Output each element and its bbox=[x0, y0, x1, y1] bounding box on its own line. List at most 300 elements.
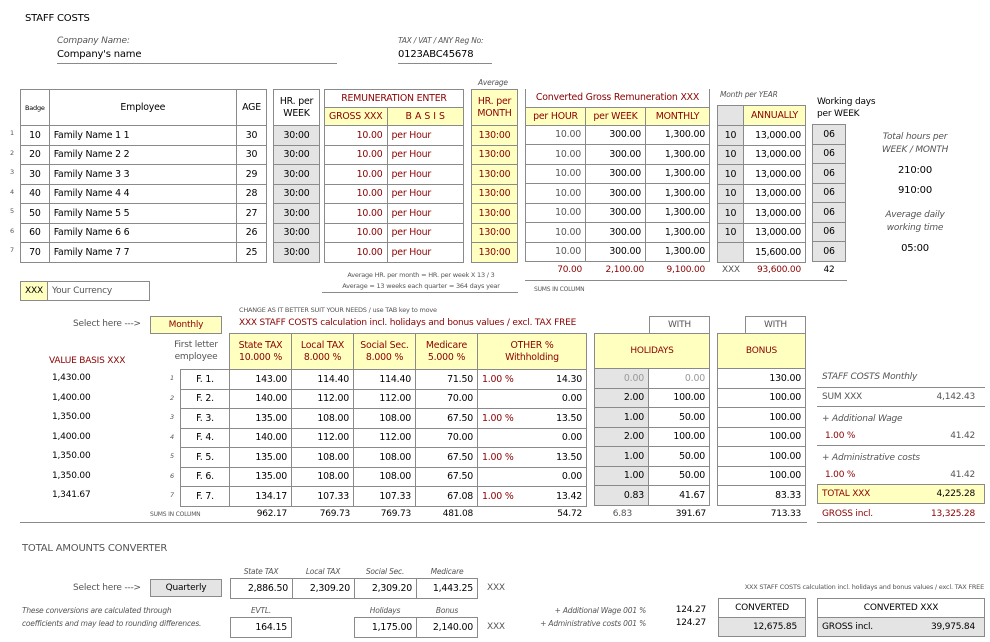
basis-cell[interactable]: per Hour bbox=[387, 126, 463, 146]
row-index: 6 bbox=[170, 471, 174, 480]
sum-state: 962.17 bbox=[256, 509, 287, 519]
conv-bonus-header: Bonus bbox=[435, 606, 459, 615]
annually-cell: 13,000.00 bbox=[744, 145, 806, 165]
hr-week-header: HR. per WEEK bbox=[274, 90, 320, 126]
first-letter-cell[interactable]: F. 3. bbox=[181, 409, 230, 429]
basis-cell[interactable]: per Hour bbox=[387, 184, 463, 204]
per-hour-cell: 10.00 bbox=[526, 125, 586, 145]
other-value-cell: 0.00 bbox=[526, 428, 587, 448]
hr-month-cell: 130:00 bbox=[472, 184, 518, 204]
gross-cell[interactable]: 10.00 bbox=[325, 126, 388, 146]
months-cell[interactable]: 10 bbox=[718, 126, 744, 146]
conv-note-2: coefficients and may lead to rounding differences. bbox=[22, 619, 202, 628]
per-week-cell: 300.00 bbox=[586, 242, 646, 262]
per-hour-cell: 10.00 bbox=[526, 223, 586, 243]
age-cell[interactable]: 30 bbox=[237, 145, 267, 165]
medicare-cell: 67.08 bbox=[416, 487, 478, 507]
age-cell[interactable]: 25 bbox=[237, 243, 267, 263]
rem-enter-header: REMUNERATION ENTER bbox=[325, 90, 464, 108]
total-label: TOTAL XXX bbox=[822, 489, 871, 499]
per-week-cell: 300.00 bbox=[586, 223, 646, 243]
row-index: 1 bbox=[10, 129, 14, 137]
row-index: 3 bbox=[170, 413, 174, 421]
holiday-days-cell[interactable]: 1.00 bbox=[595, 408, 649, 428]
select-label-monthly: Select here ---> bbox=[73, 319, 141, 329]
gross-cell[interactable]: 10.00 bbox=[325, 184, 388, 204]
basis-cell[interactable]: per Hour bbox=[387, 243, 463, 263]
avg-daily-label: Average daily working time bbox=[885, 210, 945, 233]
badge-cell[interactable]: 30 bbox=[21, 165, 50, 185]
add-wage-label: + Additional Wage bbox=[822, 414, 903, 424]
months-cell[interactable]: 10 bbox=[718, 165, 744, 185]
social-header: Social Sec. 8.000 % bbox=[354, 334, 416, 370]
sum-per-week: 2,100.00 bbox=[605, 265, 644, 275]
local-tax-cell: 108.00 bbox=[292, 409, 354, 429]
basis-cell[interactable]: per Hour bbox=[387, 145, 463, 165]
sum-medicare: 481.08 bbox=[442, 509, 473, 519]
tax-reg-label: TAX / VAT / ANY Reg No: bbox=[398, 36, 484, 45]
social-cell: 112.00 bbox=[354, 389, 416, 409]
total-hours-label: Total hours per WEEK / MONTH bbox=[881, 132, 949, 155]
age-cell[interactable]: 26 bbox=[237, 223, 267, 243]
value-basis-cell: 1,350.00 bbox=[52, 412, 91, 422]
bonus-cell[interactable]: 100.00 bbox=[718, 447, 806, 467]
per-week-cell: 300.00 bbox=[586, 164, 646, 184]
months-cell[interactable]: 10 bbox=[718, 184, 744, 204]
age-header: AGE bbox=[237, 90, 267, 126]
select-label-quarterly: Select here ---> bbox=[73, 583, 141, 593]
working-days-cell[interactable]: 06 bbox=[813, 164, 846, 184]
gross-cell[interactable]: 10.00 bbox=[325, 204, 388, 224]
converted-value: 12,675.85 bbox=[718, 617, 806, 637]
monthly-cell: 1,300.00 bbox=[646, 242, 710, 262]
holiday-value-cell: 0.00 bbox=[649, 369, 710, 389]
hr-month-cell: 130:00 bbox=[472, 126, 518, 146]
hr-week-table bbox=[273, 89, 320, 263]
months-cell[interactable]: 10 bbox=[718, 223, 744, 243]
row-index: 6 bbox=[10, 226, 14, 235]
value-basis-cell: 1,350.00 bbox=[52, 451, 91, 461]
row-index: 5 bbox=[170, 452, 174, 460]
per-hour-cell: 10.00 bbox=[526, 242, 586, 262]
holiday-days-cell[interactable]: 1.00 bbox=[595, 466, 649, 486]
local-tax-header: Local TAX 8.000 % bbox=[292, 334, 354, 370]
employee-name-cell[interactable]: Family Name 2 2 bbox=[49, 145, 236, 165]
hr-month-cell: 130:00 bbox=[472, 204, 518, 224]
avg-note-1: Average HR. per month = HR. per week X 13 / 3 bbox=[347, 271, 495, 279]
local-tax-cell: 108.00 bbox=[292, 467, 354, 487]
state-tax-cell: 134.17 bbox=[230, 487, 292, 507]
converted-gross-label: GROSS incl. bbox=[822, 622, 873, 632]
employee-header: Employee bbox=[49, 90, 236, 126]
state-tax-cell: 135.00 bbox=[230, 448, 292, 468]
converted-header: Converted Gross Remuneration XXX bbox=[526, 89, 710, 107]
per-hour-cell: 10.00 bbox=[526, 184, 586, 204]
per-hour-header: per HOUR bbox=[526, 107, 586, 125]
local-tax-cell: 108.00 bbox=[292, 448, 354, 468]
other-pct-cell[interactable]: 1.00 % bbox=[478, 448, 526, 468]
annually-cell: 15,600.00 bbox=[744, 243, 806, 263]
converter-select[interactable]: Quarterly bbox=[150, 579, 222, 597]
conv-admin-label: + Administrative costs 001 % bbox=[540, 619, 646, 628]
conv-evtl: 164.15 bbox=[231, 618, 292, 638]
conv-social: 2,309.20 bbox=[355, 579, 417, 599]
other-pct-cell[interactable]: 1.00 % bbox=[478, 370, 526, 390]
page-title: STAFF COSTS bbox=[25, 13, 90, 24]
converter-evtl bbox=[230, 617, 292, 638]
first-letter-cell[interactable]: F. 1. bbox=[181, 370, 230, 390]
working-days-cell[interactable]: 06 bbox=[813, 242, 846, 262]
sum-annually: 93,600.00 bbox=[756, 265, 801, 275]
hr-month-cell: 130:00 bbox=[472, 223, 518, 243]
state-tax-header: State TAX 10.000 % bbox=[230, 334, 292, 370]
monthly-cell: 1,300.00 bbox=[646, 184, 710, 204]
bonus-cell[interactable]: 83.33 bbox=[718, 486, 806, 506]
avg-daily-value: 05:00 bbox=[901, 243, 929, 254]
holiday-value-cell: 100.00 bbox=[649, 388, 710, 408]
social-cell: 108.00 bbox=[354, 467, 416, 487]
per-week-header: per WEEK bbox=[586, 107, 646, 125]
badge-cell[interactable]: 50 bbox=[21, 204, 50, 224]
sum-bonus: 713.33 bbox=[770, 509, 801, 519]
monthly-cell: 1,300.00 bbox=[646, 145, 710, 165]
conv-admin-value: 124.27 bbox=[675, 618, 706, 628]
hr-month-cell: 130:00 bbox=[472, 243, 518, 263]
per-hour-cell: 10.00 bbox=[526, 203, 586, 223]
hr-week-cell: 30:00 bbox=[274, 165, 320, 185]
medicare-cell: 71.50 bbox=[416, 370, 478, 390]
hr-week-cell: 30:00 bbox=[274, 223, 320, 243]
row-index: 7 bbox=[10, 246, 14, 254]
other-value-cell: 13.42 bbox=[526, 487, 587, 507]
employee-name-cell[interactable]: Family Name 7 7 bbox=[49, 243, 236, 263]
sum-local: 769.73 bbox=[319, 509, 350, 519]
company-name-field[interactable]: Company's name bbox=[57, 49, 337, 64]
medicare-cell: 70.00 bbox=[416, 428, 478, 448]
value-basis-cell: 1,350.00 bbox=[52, 470, 91, 481]
months-cell[interactable] bbox=[718, 243, 744, 263]
bonus-cell[interactable]: 130.00 bbox=[718, 369, 806, 389]
hr-week-cell: 30:00 bbox=[274, 145, 320, 165]
months-cell[interactable]: 10 bbox=[718, 204, 744, 224]
working-days-table bbox=[812, 124, 846, 262]
with-holidays: WITH bbox=[649, 316, 710, 334]
per-week-cell: 300.00 bbox=[586, 145, 646, 165]
row-index: 2 bbox=[170, 393, 174, 402]
period-select[interactable]: Monthly bbox=[150, 316, 222, 334]
sum-holidays-value: 391.67 bbox=[675, 509, 706, 519]
conv-state: 2,886.50 bbox=[231, 579, 293, 599]
conv-note-1: These conversions are calculated through bbox=[22, 606, 172, 615]
month-total: 910:00 bbox=[898, 185, 932, 196]
employee-name-cell[interactable]: Family Name 6 6 bbox=[49, 223, 236, 243]
first-letter-cell[interactable]: F. 7. bbox=[181, 487, 230, 507]
value-basis-cell: 1,341.67 bbox=[52, 490, 91, 500]
sum-other: 54.72 bbox=[557, 509, 582, 519]
other-value-cell: 13.50 bbox=[526, 448, 587, 468]
value-basis-cell: 1,400.00 bbox=[52, 392, 91, 403]
per-week-cell: 300.00 bbox=[586, 203, 646, 223]
medicare-cell: 67.50 bbox=[416, 467, 478, 487]
hr-week-cell: 30:00 bbox=[274, 243, 320, 263]
medicare-cell: 70.00 bbox=[416, 389, 478, 409]
other-header: OTHER % Withholding bbox=[478, 334, 587, 370]
first-letter-label: First letter employee bbox=[174, 340, 218, 362]
monthly-cell: 1,300.00 bbox=[646, 223, 710, 243]
conv-xxx-2: XXX bbox=[487, 622, 505, 632]
badge-cell[interactable]: 10 bbox=[21, 126, 50, 146]
medicare-cell: 67.50 bbox=[416, 448, 478, 468]
sum-xxx: XXX bbox=[722, 265, 740, 275]
holiday-days-cell[interactable]: 1.00 bbox=[595, 447, 649, 467]
admin-costs-pct[interactable]: 1.00 % bbox=[825, 470, 856, 480]
other-pct-cell[interactable]: 1.00 % bbox=[478, 487, 526, 507]
sum-xxx-label: SUM XXX bbox=[822, 392, 863, 402]
working-days-cell[interactable]: 06 bbox=[813, 144, 846, 164]
row-index: 1 bbox=[170, 374, 174, 382]
month-per-year-label: Month per YEAR bbox=[720, 90, 778, 99]
employee-table bbox=[20, 89, 267, 263]
annually-cell: 13,000.00 bbox=[744, 165, 806, 185]
conv-evtl-header: EVTL. bbox=[250, 606, 271, 615]
annually-header: ANNUALLY bbox=[744, 106, 806, 126]
sum-social: 769.73 bbox=[380, 509, 411, 519]
monthly-header: MONTHLY bbox=[646, 107, 710, 125]
social-cell: 114.40 bbox=[354, 370, 416, 390]
basis-cell[interactable]: per Hour bbox=[387, 165, 463, 185]
monthly-cell: 1,300.00 bbox=[646, 164, 710, 184]
other-pct-cell[interactable]: 1.00 % bbox=[478, 409, 526, 429]
months-cell[interactable]: 10 bbox=[718, 145, 744, 165]
converted-table bbox=[525, 89, 710, 262]
sum-per-hour: 70.00 bbox=[557, 265, 582, 275]
conv-add-wage-label: + Additional Wage 001 % bbox=[554, 606, 646, 615]
annually-cell: 13,000.00 bbox=[744, 126, 806, 146]
hr-month-cell: 130:00 bbox=[472, 165, 518, 185]
conv-add-wage-value: 124.27 bbox=[675, 605, 706, 615]
currency-code[interactable]: XXX bbox=[20, 281, 48, 301]
holiday-value-cell: 50.00 bbox=[649, 447, 710, 467]
mid-sums-label: SUMS IN COLUMN bbox=[150, 511, 201, 518]
monthly-cell: 1,300.00 bbox=[646, 203, 710, 223]
admin-costs-label: + Administrative costs bbox=[822, 453, 920, 463]
other-value-cell: 0.00 bbox=[526, 389, 587, 409]
holiday-value-cell: 41.67 bbox=[649, 486, 710, 506]
converted-gross-value: 39,975.84 bbox=[930, 622, 975, 632]
medicare-cell: 67.50 bbox=[416, 409, 478, 429]
conv-local: 2,309.20 bbox=[293, 579, 355, 599]
conv-medicare-header: Medicare bbox=[430, 567, 464, 576]
holidays-table bbox=[594, 368, 710, 506]
state-tax-cell: 135.00 bbox=[230, 409, 292, 429]
social-cell: 108.00 bbox=[354, 409, 416, 429]
bonus-header: BONUS bbox=[745, 346, 778, 356]
hr-week-cell: 30:00 bbox=[274, 184, 320, 204]
gross-value: 13,325.28 bbox=[930, 509, 975, 519]
local-tax-cell: 107.33 bbox=[292, 487, 354, 507]
other-value-cell: 0.00 bbox=[526, 467, 587, 487]
add-wage-value: 41.42 bbox=[950, 431, 975, 441]
sum-monthly: 9,100.00 bbox=[666, 265, 705, 275]
change-note: CHANGE AS IT BETTER SUIT YOUR NEEDS / use TAB key to move bbox=[239, 306, 437, 314]
remuneration-table bbox=[324, 89, 464, 263]
age-cell[interactable]: 30 bbox=[237, 126, 267, 146]
age-cell[interactable]: 27 bbox=[237, 204, 267, 224]
working-days-cell[interactable]: 06 bbox=[813, 183, 846, 203]
hr-month-cell: 130:00 bbox=[472, 145, 518, 165]
converted-xxx-header: CONVERTED XXX bbox=[817, 598, 985, 618]
sum-days: 42 bbox=[823, 265, 835, 275]
converter-hol-bonus bbox=[354, 617, 478, 638]
gross-header: GROSS XXX bbox=[325, 108, 388, 126]
bonus-table bbox=[717, 368, 806, 506]
converter-title: TOTAL AMOUNTS CONVERTER bbox=[22, 543, 168, 554]
conv-holidays: 1,175.00 bbox=[355, 618, 417, 638]
tax-reg-field[interactable]: 0123ABC45678 bbox=[398, 49, 492, 64]
other-value-cell: 14.30 bbox=[526, 370, 587, 390]
social-cell: 112.00 bbox=[354, 428, 416, 448]
holiday-value-cell: 50.00 bbox=[649, 408, 710, 428]
local-tax-cell: 114.40 bbox=[292, 370, 354, 390]
holiday-days-cell[interactable]: 0.00 bbox=[595, 369, 649, 389]
total-value: 4,225.28 bbox=[936, 489, 975, 499]
currency-label: Your Currency bbox=[47, 281, 150, 301]
hr-month-header: HR. per MONTH bbox=[472, 90, 518, 126]
annual-table bbox=[717, 105, 806, 263]
gross-cell[interactable]: 10.00 bbox=[325, 243, 388, 263]
summary-title: STAFF COSTS Monthly bbox=[822, 372, 918, 382]
badge-cell[interactable]: 40 bbox=[21, 184, 50, 204]
annually-cell: 13,000.00 bbox=[744, 184, 806, 204]
employee-name-cell[interactable]: Family Name 3 3 bbox=[49, 165, 236, 185]
row-index: 2 bbox=[10, 148, 14, 157]
medicare-header: Medicare 5.000 % bbox=[416, 334, 478, 370]
other-pct-cell[interactable] bbox=[478, 389, 526, 409]
sum-holidays-days: 6.83 bbox=[612, 509, 632, 519]
working-days-cell[interactable]: 06 bbox=[813, 203, 846, 223]
gross-cell[interactable]: 10.00 bbox=[325, 145, 388, 165]
first-letter-cell[interactable]: F. 4. bbox=[181, 428, 230, 448]
value-basis-label: VALUE BASIS XXX bbox=[49, 356, 126, 366]
holiday-value-cell: 50.00 bbox=[649, 466, 710, 486]
age-cell[interactable]: 29 bbox=[237, 165, 267, 185]
row-index: 4 bbox=[170, 432, 174, 441]
conv-state-header: State TAX bbox=[243, 567, 279, 576]
gross-label: GROSS incl. bbox=[822, 509, 873, 519]
employee-name-cell[interactable]: Family Name 4 4 bbox=[49, 184, 236, 204]
social-cell: 108.00 bbox=[354, 448, 416, 468]
row-index: 3 bbox=[10, 168, 14, 176]
state-tax-cell: 140.00 bbox=[230, 389, 292, 409]
conv-bonus: 2,140.00 bbox=[417, 618, 478, 638]
state-tax-cell: 143.00 bbox=[230, 370, 292, 390]
badge-header: Badge bbox=[21, 90, 50, 126]
value-basis-cell: 1,400.00 bbox=[52, 431, 91, 442]
annually-cell: 13,000.00 bbox=[744, 204, 806, 224]
first-letter-cell[interactable]: F. 5. bbox=[181, 448, 230, 468]
other-pct-cell[interactable] bbox=[478, 428, 526, 448]
admin-costs-value: 41.42 bbox=[950, 470, 975, 480]
avg-note-2: Average = 13 weeks each quarter = 364 days year bbox=[342, 282, 500, 290]
company-name-label: Company Name: bbox=[57, 36, 130, 46]
per-hour-cell: 10.00 bbox=[526, 145, 586, 165]
age-cell[interactable]: 28 bbox=[237, 184, 267, 204]
row-index: 4 bbox=[10, 187, 14, 196]
basis-header: B A S I S bbox=[387, 108, 463, 126]
working-days-cell[interactable]: 06 bbox=[813, 125, 846, 145]
holiday-days-cell[interactable]: 0.83 bbox=[595, 486, 649, 506]
gross-cell[interactable]: 10.00 bbox=[325, 223, 388, 243]
holidays-header: HOLIDAYS bbox=[630, 346, 674, 356]
working-days-label: Working days per WEEK bbox=[817, 97, 876, 119]
holiday-days-cell[interactable]: 2.00 bbox=[595, 388, 649, 408]
basis-cell[interactable]: per Hour bbox=[387, 223, 463, 243]
first-letter-cell[interactable]: F. 6. bbox=[181, 467, 230, 487]
basis-cell[interactable]: per Hour bbox=[387, 204, 463, 224]
value-basis-cell: 1,430.00 bbox=[52, 373, 91, 383]
week-total: 210:00 bbox=[898, 165, 932, 176]
employee-name-cell[interactable]: Family Name 1 1 bbox=[49, 126, 236, 146]
converter-tax-row bbox=[230, 578, 478, 599]
badge-cell[interactable]: 70 bbox=[21, 243, 50, 263]
bonus-cell[interactable]: 100.00 bbox=[718, 466, 806, 486]
state-tax-cell: 135.00 bbox=[230, 467, 292, 487]
bonus-cell[interactable]: 100.00 bbox=[718, 427, 806, 447]
employee-name-cell[interactable]: Family Name 5 5 bbox=[49, 204, 236, 224]
working-days-cell[interactable]: 06 bbox=[813, 222, 846, 242]
conv-right-note: XXX STAFF COSTS calculation incl. holidays and bonus values / excl. TAX FREE bbox=[744, 583, 984, 591]
gross-cell[interactable]: 10.00 bbox=[325, 165, 388, 185]
conv-xxx-1: XXX bbox=[487, 583, 505, 593]
with-bonus: WITH bbox=[745, 316, 806, 334]
calc-title: XXX STAFF COSTS calculation incl. holidays and bonus values / excl. TAX FREE bbox=[239, 318, 577, 328]
state-tax-cell: 140.00 bbox=[230, 428, 292, 448]
conv-holidays-header: Holidays bbox=[369, 606, 401, 615]
converted-header: CONVERTED bbox=[718, 598, 806, 618]
badge-cell[interactable]: 60 bbox=[21, 223, 50, 243]
conv-medicare: 1,443.25 bbox=[417, 579, 478, 599]
per-week-cell: 300.00 bbox=[586, 125, 646, 145]
bonus-cell[interactable]: 100.00 bbox=[718, 388, 806, 408]
row-index: 7 bbox=[170, 491, 174, 499]
conv-social-header: Social Sec. bbox=[365, 567, 405, 576]
per-week-cell: 300.00 bbox=[586, 184, 646, 204]
average-label: Average bbox=[478, 78, 508, 87]
annually-cell: 13,000.00 bbox=[744, 223, 806, 243]
row-index: 5 bbox=[10, 207, 14, 215]
sum-xxx-value: 4,142.43 bbox=[936, 392, 975, 402]
top-sums-label: SUMS IN COLUMN bbox=[534, 286, 585, 293]
hr-month-table bbox=[471, 89, 518, 263]
conv-local-header: Local TAX bbox=[305, 567, 341, 576]
hr-week-cell: 30:00 bbox=[274, 126, 320, 146]
other-pct-cell[interactable] bbox=[478, 467, 526, 487]
first-letter-cell[interactable]: F. 2. bbox=[181, 389, 230, 409]
social-cell: 107.33 bbox=[354, 487, 416, 507]
holiday-value-cell: 100.00 bbox=[649, 427, 710, 447]
add-wage-pct[interactable]: 1.00 % bbox=[825, 431, 856, 441]
hr-week-cell: 30:00 bbox=[274, 204, 320, 224]
other-value-cell: 13.50 bbox=[526, 409, 587, 429]
local-tax-cell: 112.00 bbox=[292, 389, 354, 409]
holiday-days-cell[interactable]: 2.00 bbox=[595, 427, 649, 447]
monthly-cell: 1,300.00 bbox=[646, 125, 710, 145]
bonus-cell[interactable]: 100.00 bbox=[718, 408, 806, 428]
tax-table bbox=[180, 333, 587, 507]
per-hour-cell: 10.00 bbox=[526, 164, 586, 184]
local-tax-cell: 112.00 bbox=[292, 428, 354, 448]
badge-cell[interactable]: 20 bbox=[21, 145, 50, 165]
